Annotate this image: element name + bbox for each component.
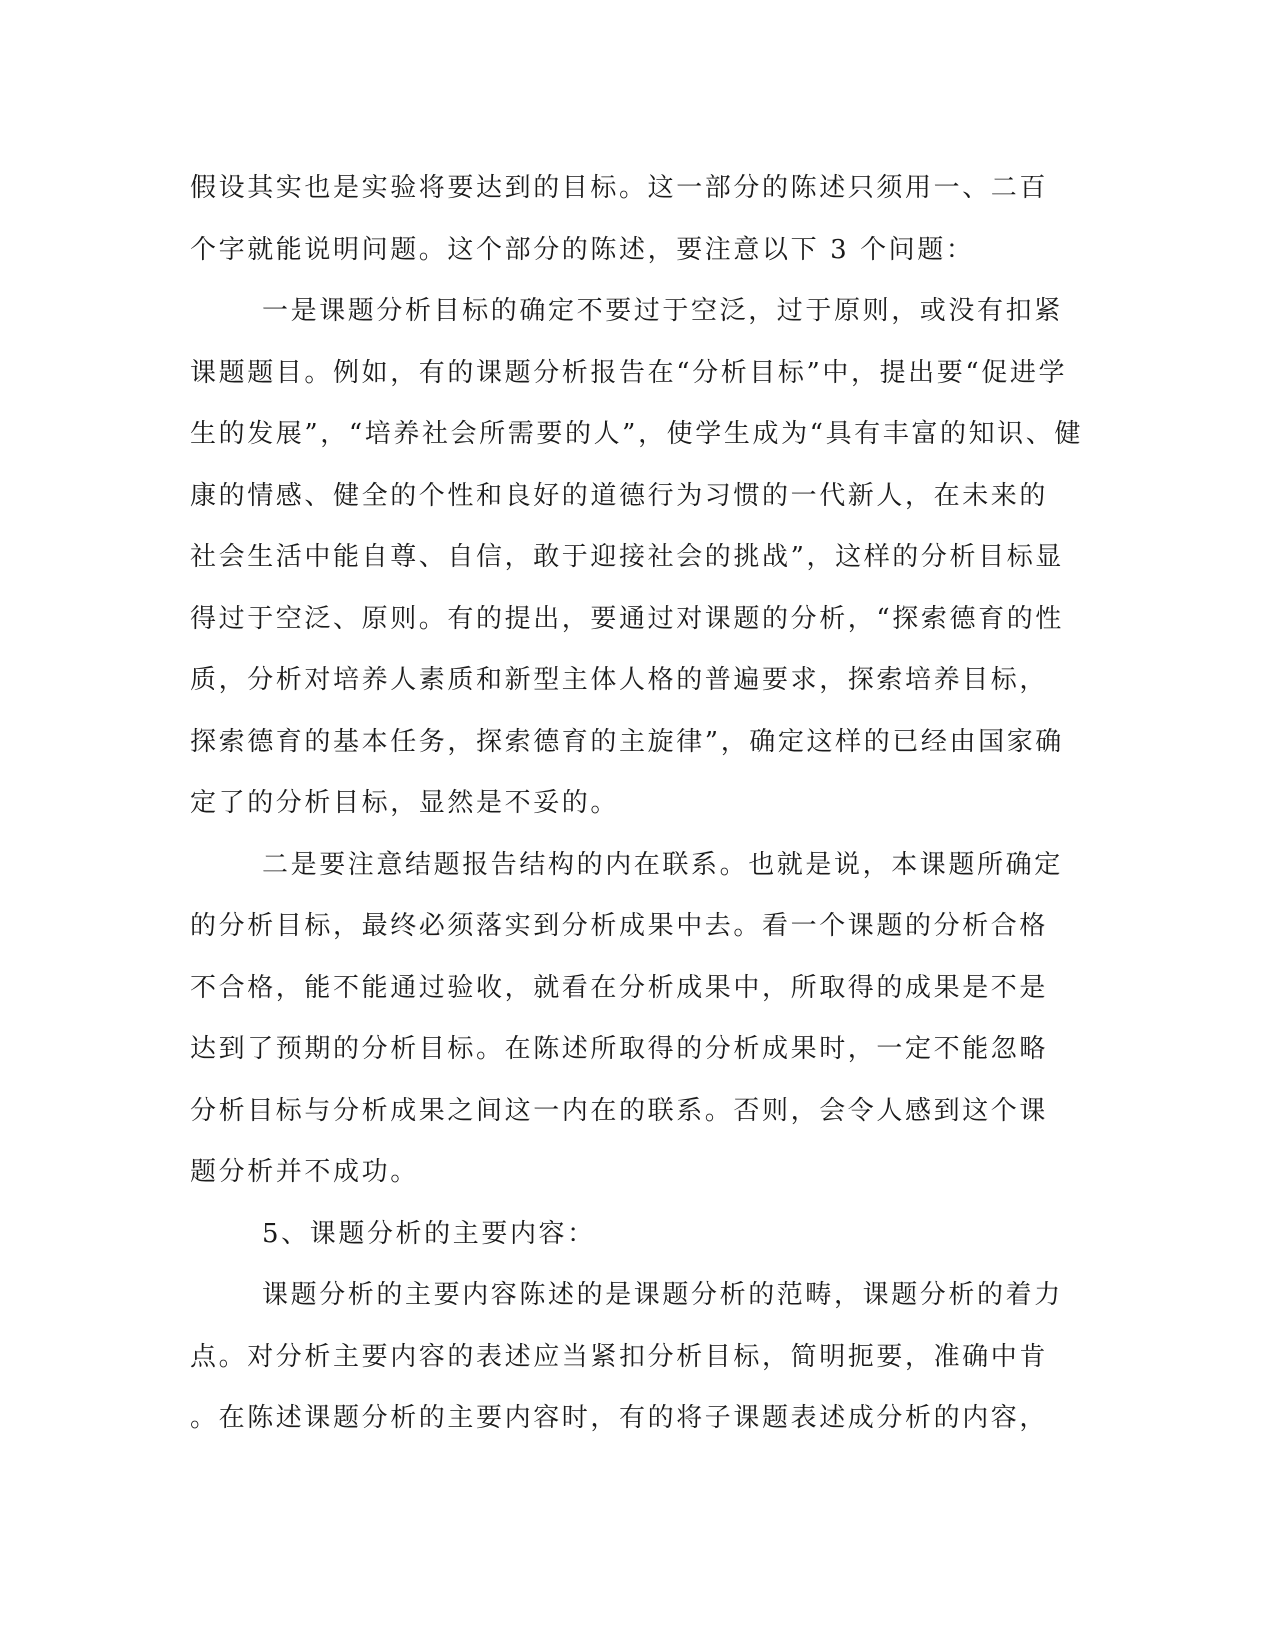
paragraph-start-line: 二是要注意结题报告结构的内在联系。也就是说，本课题所确定 [262, 849, 1063, 880]
text-line: 题分析并不成功。 [190, 1157, 419, 1187]
text-line: 得过于空泛、原则。有的提出，要通过对课题的分析，“探索德育的性 [190, 603, 1064, 634]
text-line: 探索德育的基本任务，探索德育的主旋律”，确定这样的已经由国家确 [190, 726, 1064, 757]
text-line: 点。对分析主要内容的表述应当紧扣分析目标，简明扼要，准确中肯 [190, 1341, 1049, 1372]
text-line: 的分析目标，最终必须落实到分析成果中去。看一个课题的分析合格 [190, 911, 1049, 941]
text-line: 生的发展”，“培养社会所需要的人”，使学生成为“具有丰富的知识、健 [190, 419, 1083, 449]
paragraph-start-line: 课题分析的主要内容陈述的是课题分析的范畴，课题分析的着力 [262, 1280, 1063, 1310]
text-line: 分析目标与分析成果之间这一内在的联系。否则，会令人感到这个课 [190, 1095, 1049, 1126]
text-line: 质，分析对培养人素质和新型主体人格的普遍要求，探索培养目标， [190, 665, 1049, 695]
text-line: 课题题目。例如，有的课题分析报告在“分析目标”中，提出要“促进学 [190, 357, 1068, 388]
text-line: 不合格，能不能通过验收，就看在分析成果中，所取得的成果是不是 [190, 972, 1049, 1003]
body-text [190, 158, 1090, 1450]
text-line: 假设其实也是实验将要达到的目标。这一部分的陈述只须用一、二百 [190, 173, 1049, 203]
text-line: 。在陈述课题分析的主要内容时，有的将子课题表述成分析的内容， [190, 1403, 1049, 1433]
paragraph-start-line: 一是课题分析目标的确定不要过于空泛，过于原则，或没有扣紧 [262, 296, 1063, 326]
section-heading: 5、课题分析的主要内容： [262, 1218, 596, 1249]
text-line: 社会生活中能自尊、自信，敢于迎接社会的挑战”，这样的分析目标显 [190, 542, 1064, 572]
text-line: 个字就能说明问题。这个部分的陈述，要注意以下 3 个问题： [190, 234, 975, 265]
text-line: 定了的分析目标，显然是不妥的。 [190, 788, 620, 818]
text-line: 康的情感、健全的个性和良好的道德行为习惯的一代新人，在未来的 [190, 480, 1049, 511]
text-line: 达到了预期的分析目标。在陈述所取得的分析成果时，一定不能忽略 [190, 1034, 1049, 1064]
